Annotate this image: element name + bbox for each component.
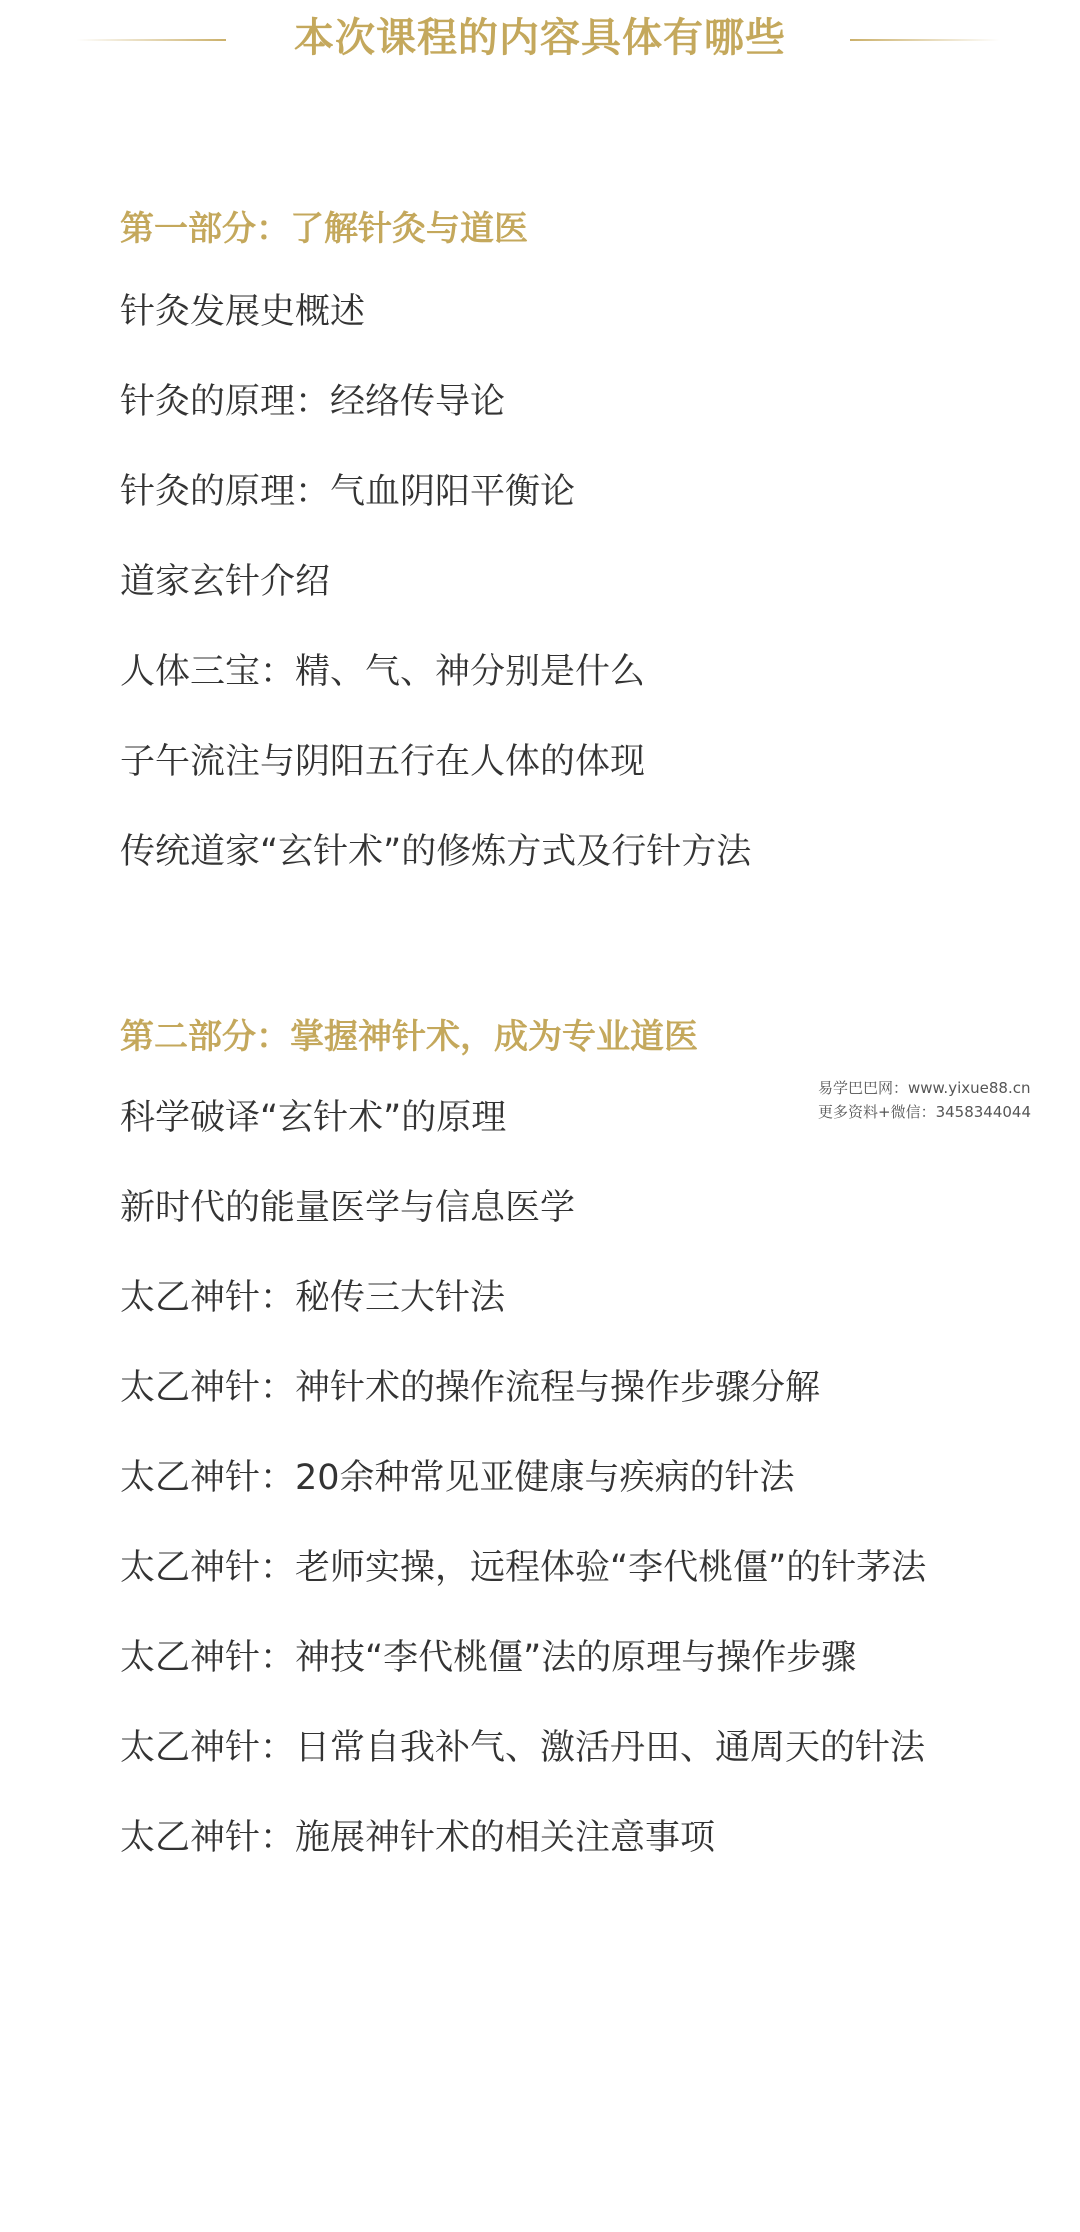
section-title: 第二部分：掌握神针术，成为专业道医 — [120, 1017, 698, 1057]
header-divider-right — [850, 39, 1000, 41]
watermark-contact: 更多资料+微信：3458344044 — [818, 1103, 1032, 1121]
list-item: 太乙神针：神针术的操作流程与操作步骤分解 — [120, 1368, 821, 1408]
list-item: 针灸发展史概述 — [120, 292, 366, 332]
section-title: 第一部分：了解针灸与道医 — [120, 209, 528, 249]
section-part-two — [120, 1007, 1000, 1883]
list-item: 太乙神针：20余种常见亚健康与疾病的针法 — [120, 1458, 795, 1498]
list-item: 道家玄针介绍 — [120, 562, 331, 602]
list-item: 新时代的能量医学与信息医学 — [120, 1188, 576, 1228]
list-item: 太乙神针：日常自我补气、激活丹田、通周天的针法 — [120, 1728, 926, 1768]
list-item: 太乙神针：老师实操，远程体验“李代桃僵”的针茅法 — [120, 1548, 927, 1588]
section-part-one — [120, 199, 1000, 897]
header-divider-left — [76, 39, 226, 41]
list-item: 太乙神针：秘传三大针法 — [120, 1278, 506, 1318]
page-title: 本次课程的内容具体有哪些 — [294, 15, 786, 61]
list-item: 科学破译“玄针术”的原理 — [120, 1098, 507, 1138]
watermark-site: 易学巴巴网：www.yixue88.cn — [818, 1079, 1031, 1097]
section-item-list — [120, 1073, 1000, 1883]
list-item: 针灸的原理：经络传导论 — [120, 382, 506, 422]
page-header — [0, 0, 1080, 80]
list-item: 针灸的原理：气血阴阳平衡论 — [120, 472, 576, 512]
list-item: 传统道家“玄针术”的修炼方式及行针方法 — [120, 832, 752, 872]
section-item-list — [120, 267, 1000, 897]
list-item: 子午流注与阴阳五行在人体的体现 — [120, 742, 646, 782]
list-item: 太乙神针：施展神针术的相关注意事项 — [120, 1818, 716, 1858]
list-item: 太乙神针：神技“李代桃僵”法的原理与操作步骤 — [120, 1638, 857, 1678]
list-item: 人体三宝：精、气、神分别是什么 — [120, 652, 646, 692]
watermark — [818, 1076, 1068, 1124]
